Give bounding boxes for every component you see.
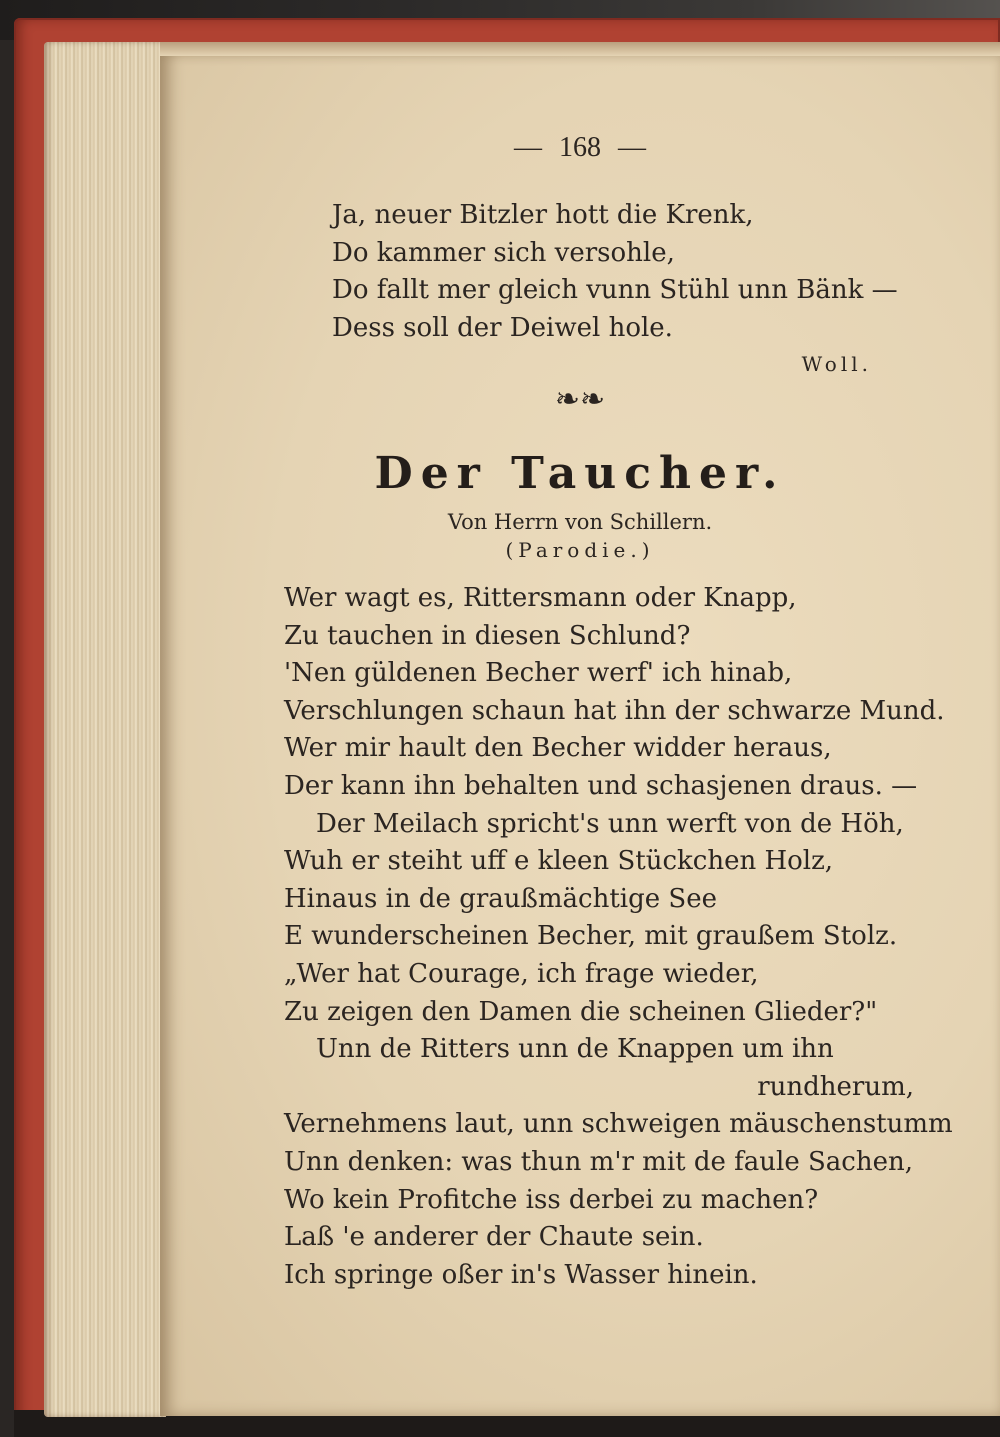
poem-line: Vernehmens laut, unn schweigen mäuschenstumm	[284, 1109, 953, 1140]
poem-body	[284, 580, 953, 1294]
poem-line: Verschlungen schaun hat ihn der schwarze Mund.	[284, 695, 945, 726]
poem-line: Zu zeigen den Damen die scheinen Glieder?"	[284, 996, 878, 1027]
poem-line: Wo kein Profitche iss derbei zu machen?	[284, 1184, 819, 1215]
section-ornament: ❧❧	[554, 382, 606, 417]
poem-line: Wuh er steiht uff e kleen Stückchen Holz,	[284, 846, 834, 877]
verse-line: Do kammer sich versohle,	[332, 237, 675, 268]
verse-line: Dess soll der Deiwel hole.	[332, 312, 673, 343]
page-top-shadow	[160, 42, 1000, 56]
poem-line: Unn de Ritters unn de Knappen um ihn	[316, 1034, 834, 1065]
page-number: — 168 —	[514, 132, 646, 163]
poem-subtitle: Von Herrn von Schillern.	[447, 510, 713, 534]
poem-line: E wunderscheinen Becher, mit graußem Stolz.	[284, 921, 898, 952]
poem-line: Zu tauchen in diesen Schlund?	[284, 620, 691, 651]
poem-genre-note: (Parodie.)	[505, 538, 655, 562]
poem-line: 'Nen güldenen Becher werf' ich hinab,	[284, 658, 793, 689]
poem-line: Hinaus in de graußmächtige See	[284, 883, 717, 914]
poem-line-continuation: rundherum,	[757, 1071, 914, 1102]
poem-line: Der kann ihn behalten und schasjenen draus. —	[284, 770, 918, 801]
verse-stanza	[332, 197, 898, 347]
poem-line: Ich springe oßer in's Wasser hinein.	[284, 1259, 758, 1290]
poem-line: Unn denken: was thun m'r mit de faule Sachen,	[284, 1146, 913, 1177]
verse-line: Ja, neuer Bitzler hott die Krenk,	[332, 200, 754, 230]
poem-line: Wer mir hault den Becher widder heraus,	[284, 733, 832, 764]
poem-line: Wer wagt es, Rittersmann oder Knapp,	[284, 583, 797, 613]
poem-line: Der Meilach spricht's unn werft von de Höh,	[316, 808, 904, 839]
poem-line: „Wer hat Courage, ich frage wieder,	[284, 958, 759, 989]
poem-line: Laß 'e anderer der Chaute sein.	[284, 1222, 704, 1253]
page-block-edges	[44, 42, 166, 1417]
verse-author: Woll.	[801, 352, 872, 376]
poem-title: Der Taucher.	[374, 448, 786, 499]
verse-line: Do fallt mer gleich vunn Stühl unn Bänk —	[332, 275, 898, 305]
